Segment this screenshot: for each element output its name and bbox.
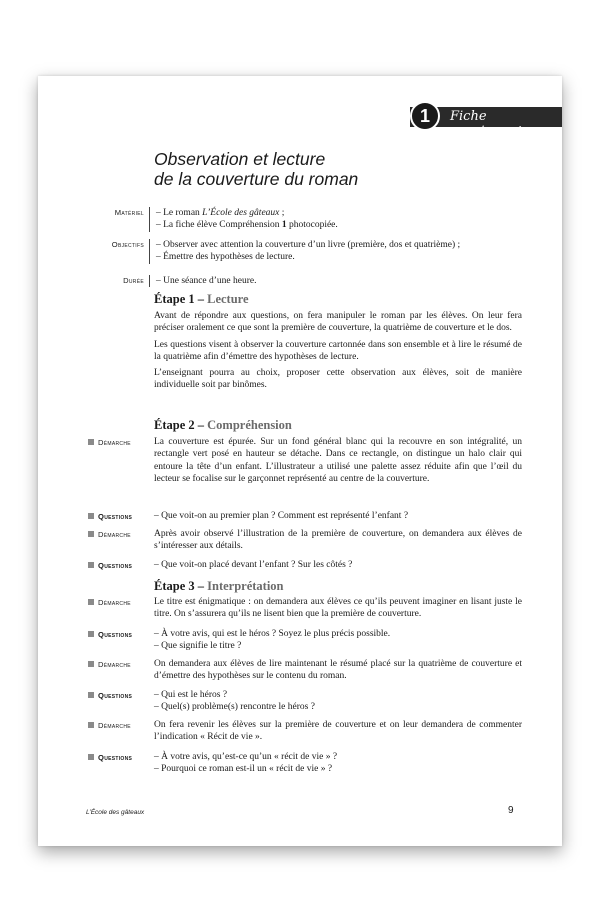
etape-3-question-2b: – Quel(s) problème(s) rencontre le héros ? [154,702,315,713]
page-number: 9 [508,805,514,816]
etape-3-questions-2 [154,689,522,714]
etape-3-demarche-2: On demandera aux élèves de lire maintenant le résumé placé sur la quatrième de couverture et d’émettre des hypothèses sur le contenu du roman. [154,659,522,682]
etape-3-question-1b: – Que signifie le titre ? [154,641,242,652]
etape-3-question-3a: – À votre avis, qu’est-ce qu’un « récit de vie » ? [154,752,338,762]
bullet-square-icon [88,692,94,698]
etape-2-heading: Étape 2 – Compréhension [154,418,292,432]
footer-book-title: L’École des gâteaux [86,809,145,816]
etape-1-heading: Étape 1 – Lecture [154,292,249,306]
materiel-content [156,207,526,232]
bullet-square-icon [88,599,94,605]
fiche-number: 1 [410,101,440,131]
fiche-tab [410,106,562,139]
etape-3-questions-2-label: Questions [88,691,132,700]
etape-3-demarche-2-label: Démarche [88,660,131,669]
etape-3-question-1a: – À votre avis, qui est le héros ? Soyez le plus précis possible. [154,629,391,639]
bullet-square-icon [88,562,94,568]
bullet-square-icon [88,661,94,667]
materiel-label: Matériel [114,208,144,217]
bullet-square-icon [88,439,94,445]
bullet-square-icon [88,754,94,760]
objectifs-line-1: – Observer avec attention la couverture d’un livre (première, dos et quatrième) ; [156,240,461,250]
fiche-label: Fiche enseignant [450,109,523,139]
etape-3-demarche-3: On fera revenir les élèves sur la première de couverture et on leur demandera de commenter l’indication « Récit de vie ». [154,720,522,743]
objectifs-label: Objectifs [111,240,144,249]
title-line-1: Observation et lecture [154,149,326,169]
etape-3-demarche-3-label: Démarche [88,721,131,730]
bullet-square-icon [88,722,94,728]
etape-3-questions-3 [154,751,522,776]
etape-3-questions-1 [154,628,522,653]
etape-3-questions-1-label: Questions [88,630,132,639]
etape-1-paragraph-3: L’enseignant pourra au choix, proposer cette observation aux élèves, soit de manière individuelle soit par binômes. [154,368,522,391]
etape-3-question-3b: – Pourquoi ce roman est-il un « récit de vie » ? [154,764,333,775]
duree-label: Durée [123,276,144,285]
document-page [38,76,562,846]
etape-3-demarche-1-label: Démarche [88,598,131,607]
etape-2-questions-2: – Que voit-on placé devant l’enfant ? Sur les côtés ? [154,560,353,570]
etape-3-demarche-1: Le titre est énigmatique : on demandera aux élèves ce qu’ils peuvent imaginer en lisant juste le titre. On s’assurera qu’ils ne lisent bien que la première de couverture. [154,597,522,620]
objectifs-divider [149,239,150,264]
etape-1-paragraph-2: Les questions visent à observer la couverture cartonnée dans son ensemble et à lire le résumé de la quatrième afin d’émettre des hypothèses de lecture. [154,339,522,362]
materiel-line-2: – La fiche élève Compréhension 1 photocopiée. [156,220,338,231]
bullet-square-icon [88,531,94,537]
etape-2-demarche-2: Après avoir observé l’illustration de la première de couverture, on demandera aux élèves de s’intéresser aux détails. [154,529,522,552]
etape-2-demarche-1-label: Démarche [88,438,131,447]
page-title [154,149,474,189]
etape-2-questions-2-label: Questions [88,561,132,570]
duree-content: – Une séance d’une heure. [156,276,257,286]
etape-1-paragraph-1: Avant de répondre aux questions, on fera manipuler le roman par les élèves. On leur fera préciser oralement ce que sont la première de couverture, la quatrième de couverture et le dos. [154,311,522,334]
materiel-divider [149,207,150,232]
etape-3-question-2a: – Qui est le héros ? [154,690,228,700]
etape-1-body [154,310,522,396]
etape-2-demarche-2-label: Démarche [88,530,131,539]
etape-2-demarche-1: La couverture est épurée. Sur un fond général blanc qui la recouvre en son intégralité, un rectangle vert posé en hauteur se détache. Dans ce rectangle, on distingue un halo clair qui entoure la tête d’un enfant. L’illustrateur a utilisé une palette assez réduite afin que l’œil du lecteur se focalise sur le garçonnet représenté au centre de la couverture. [154,437,522,484]
duree-divider [149,275,150,287]
book-title: L’École des gâteaux [202,208,280,218]
etape-3-questions-3-label: Questions [88,753,132,762]
materiel-line-1: – Le roman L’École des gâteaux ; [156,208,285,218]
bullet-square-icon [88,513,94,519]
etape-2-questions-1-label: Questions [88,512,132,521]
objectifs-content [156,239,528,264]
objectifs-line-2: – Émettre des hypothèses de lecture. [156,252,295,263]
etape-2-questions-1: – Que voit-on au premier plan ? Comment est représenté l’enfant ? [154,511,409,521]
title-line-2: de la couverture du roman [154,169,359,189]
etape-3-heading: Étape 3 – Interprétation [154,579,284,593]
bullet-square-icon [88,631,94,637]
